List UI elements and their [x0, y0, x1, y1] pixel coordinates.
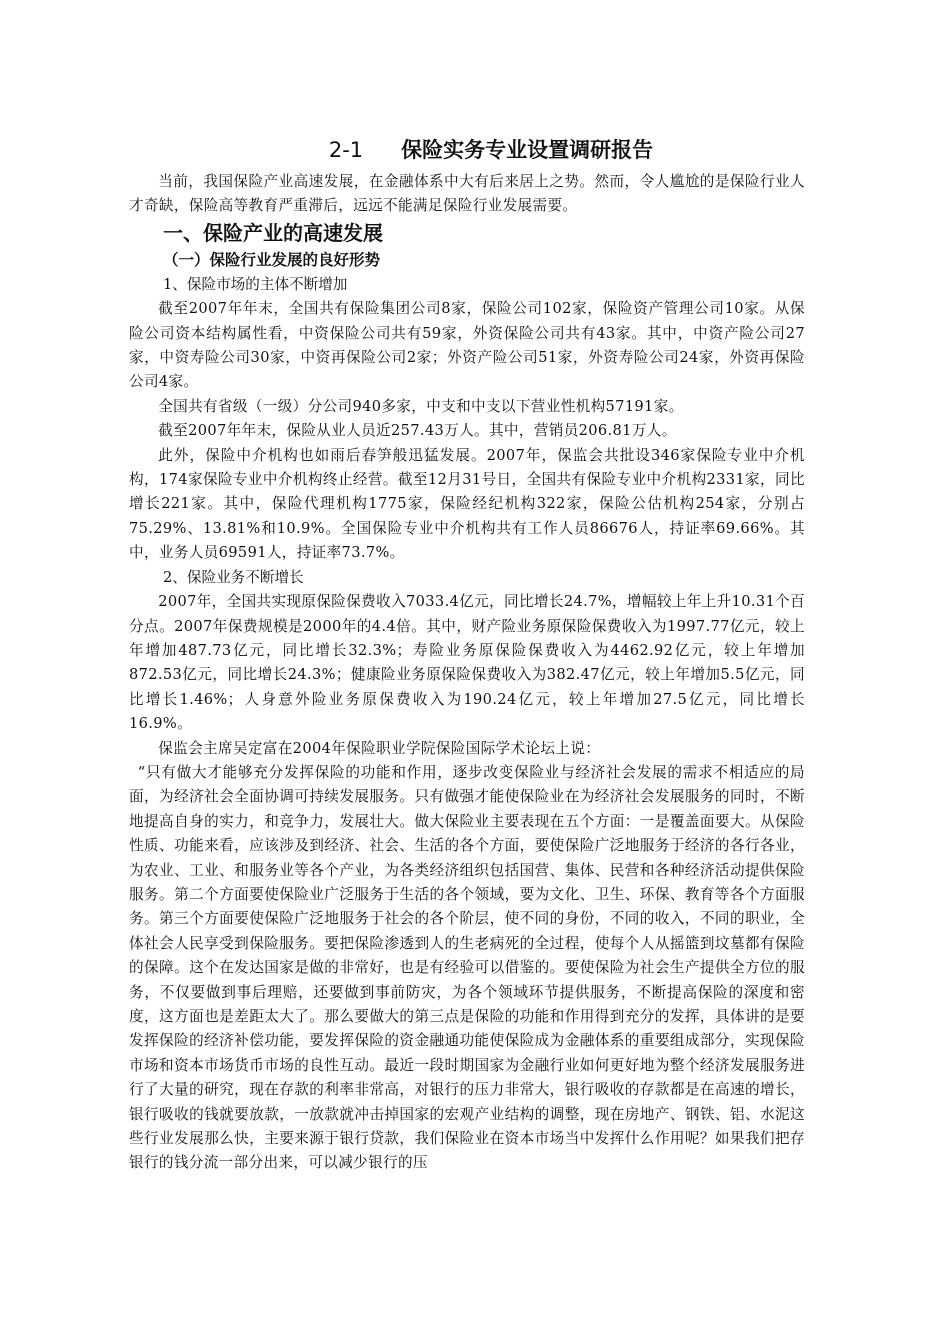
- section-heading: 一、保险产业的高速发展: [163, 220, 383, 245]
- page-title: [177, 130, 805, 170]
- intro-paragraph: 当前，我国保险产业高速发展，在金融体系中大有后来居上之势。然而，令人尴尬的是保险行业人才奇缺，保险高等教育严重滞后，远远不能满足保险行业发展需要。: [129, 173, 805, 215]
- item-heading-1: 1、保险市场的主体不断增加: [163, 275, 348, 293]
- subsection-heading: （一）保险行业发展的良好形势: [163, 250, 381, 269]
- item-heading-2: 2、保险业务不断增长: [163, 568, 304, 586]
- paragraph: 全国共有省级（一级）分公司940多家，中支和中支以下营业性机构57191家。: [158, 397, 684, 415]
- document-page: [129, 130, 805, 1176]
- title-text: 保险实务专业设置调研报告: [401, 138, 654, 162]
- paragraph: 此外，保险中介机构也如雨后春笋般迅猛发展。2007年，保监会共批设346家保险专业中介机构，174家保险专业中介机构终止经营。截至12月31号日，全国共有保险专业中介机构2331家，同比增长221家。其中，保险代理机构1775家，保险经纪机构322家，保险公估机构254家，分别占75.29%、13.81%和10.9%。全国保险专业中介机构共有工作人员86676人，持证率69.66%。其中，业务人员69591人，持证率73.7%。: [129, 446, 805, 562]
- paragraph: 截至2007年年末，全国共有保险集团公司8家，保险公司102家，保险资产管理公司10家。从保险公司资本结构属性看，中资保险公司共有59家，外资保险公司共有43家。其中，中资产险公司27家，中资寿险公司30家，中资再保险公司2家；外资产险公司51家，外资寿险公司24家，外资再保险公司4家。: [129, 300, 805, 391]
- paragraph: 截至2007年年末，保险从业人员近257.43万人。其中，营销员206.81万人。: [158, 422, 677, 440]
- title-number: 2-1: [328, 138, 364, 162]
- quote-paragraph: “只有做大才能够充分发挥保险的功能和作用，逐步改变保险业与经济社会发展的需求不相适应的局面，为经济社会全面协调可持续发展服务。只有做强才能使保险业在为经济社会发展服务的同时，不断地提高自身的实力，和竞争力，发展壮大。做大保险业主要表现在五个方面：一是覆盖面要大。从保险性质、功能来看，应该涉及到经济、社会、生活的各个方面，要使保险广泛地服务于经济的各行各业，为农业、工业、和服务业等各个产业，为各类经济组织包括国营、集体、民营和各种经济活动提供保险服务。第二个方面要使保险业广泛服务于生活的各个领域，要为文化、卫生、环保、教育等各个方面服务。第三个方面要使保险广泛地服务于社会的各个阶层，使不同的身份，不同的收入，不同的职业，全体社会人民享受到保险服务。要把保险渗透到人的生老病死的全过程，使每个人从摇篮到坟墓都有保险的保障。这个在发达国家是做的非常好，也是有经验可以借鉴的。要使保险为社会生产提供全方位的服务，不仅要做到事后理赔，还要做到事前防灾，为各个领域环节提供服务，不断提高保险的深度和密度，这方面也是差距太大了。那么要做大的第三点是保险的功能和作用得到充分的发挥，具体讲的是要发挥保险的经济补偿功能，要发挥保险的资金融通功能使保险成为金融体系的重要组成部分，实现保险市场和资本市场货币市场的良性互动。最近一段时期国家为金融行业如何更好地为整个经济发展服务进行了大量的研究，现在存款的利率非常高，对银行的压力非常大，银行吸收的存款都是在高速的增长，银行吸收的钱就要放款，一放款就冲击掉国家的宏观产业结构的调整，现在房地产、钢铁、铝、水泥这些行业发展那么快，主要来源于银行贷款，我们保险业在资本市场当中发挥什么作用呢？如果我们把存银行的钱分流一部分出来，可以减少银行的压: [129, 763, 805, 1172]
- paragraph: 2007年，全国共实现原保险保费收入7033.4亿元，同比增长24.7%，增幅较上年上升10.31个百分点。2007年保费规模是2000年的4.4倍。其中，财产险业务原保险保费收入为1997.77亿元，较上年增加487.73亿元，同比增长32.3%；寿险业务原保险保费收入为4462.92亿元，较上年增加872.53亿元，同比增长24.3%；健康险业务原保险保费收入为382.47亿元，较上年增加5.5亿元，同比增长1.46%；人身意外险业务原保费收入为190.24亿元，较上年增加27.5亿元，同比增长16.9%。: [129, 593, 805, 733]
- paragraph: 保监会主席吴定富在2004年保险职业学院保险国际学术论坛上说：: [158, 739, 601, 757]
